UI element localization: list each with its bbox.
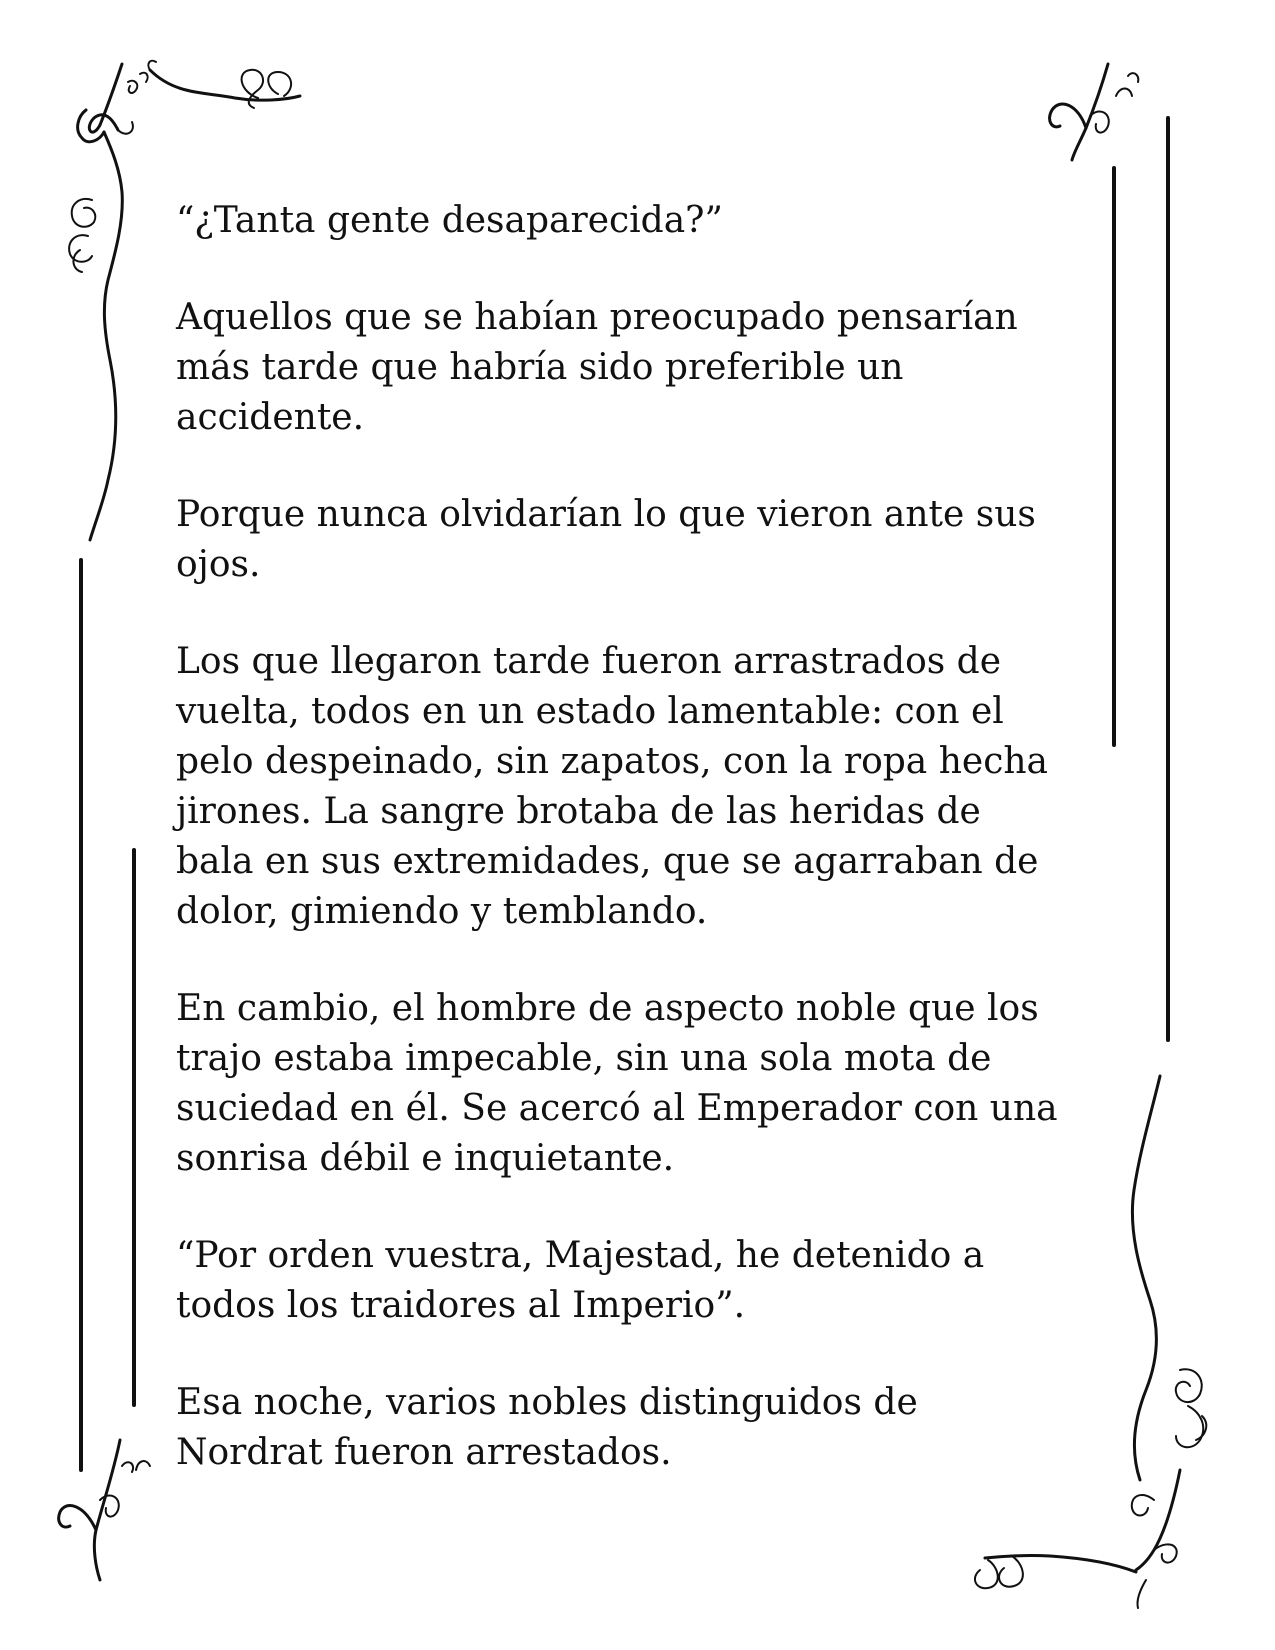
paragraph-5: En cambio, el hombre de aspecto noble que los trajo estaba impecable, sin una sola mota de suciedad en él. Se acercó al Emperador con una sonrisa débil e inquietante. [176, 988, 1058, 1179]
paragraph-4: Los que llegaron tarde fueron arrastrados de vuelta, todos en un estado lamentable: con el pelo despeinado, sin zapatos, con la ropa hecha jirones. La sangre brotaba de las heridas de bala en sus extremidades, que se agarraban de dolor, gimiendo y temblando. [176, 641, 1048, 932]
paragraph-2: Aquellos que se habían preocupado pensarían más tarde que habría sido preferible un accidente. [176, 297, 1018, 438]
top-right-flourish-icon [1050, 64, 1139, 160]
paragraph-3: Porque nunca olvidarían lo que vieron ante sus ojos. [176, 494, 1036, 585]
page-text [176, 196, 1116, 1525]
paragraph-1: “¿Tanta gente desaparecida?” [176, 200, 723, 241]
bottom-left-flourish-icon [59, 1440, 150, 1580]
paragraph-6: “Por orden vuestra, Majestad, he detenido a todos los traidores al Imperio”. [176, 1235, 985, 1326]
paragraph-7: Esa noche, varios nobles distinguidos de Nordrat fueron arrestados. [176, 1382, 918, 1473]
